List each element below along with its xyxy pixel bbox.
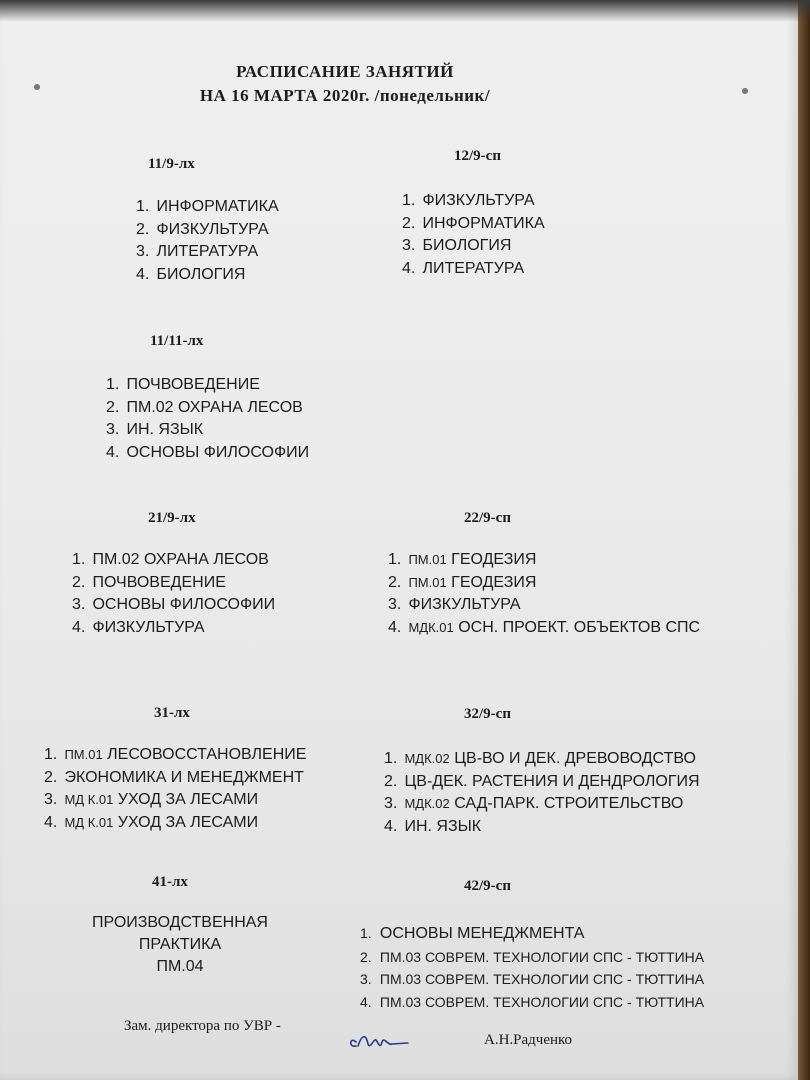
list-item: 1. ПОЧВОВЕДЕНИЕ [106, 376, 260, 393]
desk-edge [798, 0, 810, 1080]
footer-position: Зам. директора по УВР - [124, 1018, 281, 1034]
group-name: 31-лх [154, 705, 190, 721]
list-item: 4. ПМ.03 СОВРЕМ. ТЕХНОЛОГИИ СПС - ТЮТТИНА [360, 993, 705, 1010]
practice-line: ПМ.04 [156, 958, 204, 975]
title-line2: НА 16 МАРТА 2020г. /понедельник/ [199, 86, 491, 105]
list-item: 2. ЦВ-ДЕК. РАСТЕНИЯ И ДЕНДРОЛОГИЯ [384, 772, 700, 790]
subject-list [360, 922, 704, 1013]
group-name: 41-лх [152, 874, 188, 890]
top-shadow [0, 0, 810, 22]
group-name: 11/11-лх [150, 333, 204, 349]
list-item: 2. ПМ.01 ГЕОДЕЗИЯ [388, 573, 537, 591]
list-item: 2. ЭКОНОМИКА И МЕНЕДЖМЕНТ [44, 768, 304, 786]
list-item: 2. ФИЗКУЛЬТУРА [136, 220, 269, 238]
practice-line: ПРАКТИКА [138, 936, 222, 953]
list-item: 1. ИНФОРМАТИКА [136, 198, 279, 215]
group-name: 22/9-сп [464, 510, 511, 526]
list-item: 1. ПМ.01 ЛЕСОВОССТАНОВЛЕНИЕ [44, 746, 307, 763]
group-name: 12/9-сп [454, 148, 501, 164]
list-item: 3. ПМ.03 СОВРЕМ. ТЕХНОЛОГИИ СПС - ТЮТТИНА [360, 971, 705, 987]
list-item: 3. ФИЗКУЛЬТУРА [388, 596, 521, 613]
list-item: 4. МД К.01 УХОД ЗА ЛЕСАМИ [44, 813, 259, 831]
title-line1: РАСПИСАНИЕ ЗАНЯТИЙ [236, 62, 454, 81]
group-name: 42/9-сп [464, 878, 511, 894]
list-item: 2. ПМ.03 СОВРЕМ. ТЕХНОЛОГИИ СПС - ТЮТТИНА [360, 948, 705, 965]
group-name: 32/9-сп [464, 706, 511, 722]
list-item: 3. ЛИТЕРАТУРА [136, 243, 259, 260]
group-name: 21/9-лх [148, 510, 196, 526]
subject-list [44, 744, 306, 834]
list-item: 3. ОСНОВЫ ФИЛОСОФИИ [72, 596, 276, 613]
pin-mark [742, 88, 748, 94]
subject-list [388, 549, 700, 639]
list-item: 4. МДК.01 ОСН. ПРОЕКТ. ОБЪЕКТОВ СПС [388, 618, 701, 636]
list-item: 4. ЛИТЕРАТУРА [402, 259, 525, 277]
footer-name: А.Н.Радченко [484, 1032, 573, 1048]
list-item: 3. МДК.02 САД-ПАРК. СТРОИТЕЛЬСТВО [384, 795, 684, 812]
practice-line: ПРОИЗВОДСТВЕННАЯ [92, 914, 268, 931]
list-item: 2. ПМ.02 ОХРАНА ЛЕСОВ [106, 398, 303, 416]
list-item: 3. ИН. ЯЗЫК [106, 421, 204, 438]
list-item: 1. ОСНОВЫ МЕНЕДЖМЕНТА [360, 925, 585, 942]
list-item: 1. ПМ.01 ГЕОДЕЗИЯ [388, 551, 537, 568]
signature-icon [346, 1028, 412, 1056]
list-item: 4. БИОЛОГИЯ [136, 265, 246, 283]
subject-list [72, 549, 275, 639]
subject-list [136, 196, 279, 286]
practice-block [60, 912, 300, 978]
list-item: 1. ПМ.02 ОХРАНА ЛЕСОВ [72, 551, 269, 568]
list-item: 3. МД К.01 УХОД ЗА ЛЕСАМИ [44, 791, 259, 808]
list-item: 4. ИН. ЯЗЫК [384, 817, 482, 835]
subject-list [384, 748, 700, 838]
group-name: 11/9-лх [148, 156, 195, 172]
list-item: 2. ИНФОРМАТИКА [402, 214, 545, 232]
list-item: 1. ФИЗКУЛЬТУРА [402, 192, 535, 209]
list-item: 3. БИОЛОГИЯ [402, 237, 512, 254]
subject-list [402, 190, 545, 280]
list-item: 4. ФИЗКУЛЬТУРА [72, 618, 205, 636]
subject-list [106, 374, 309, 464]
list-item: 2. ПОЧВОВЕДЕНИЕ [72, 573, 226, 591]
list-item: 1. МДК.02 ЦВ-ВО И ДЕК. ДРЕВОВОДСТВО [384, 750, 696, 767]
list-item: 4. ОСНОВЫ ФИЛОСОФИИ [106, 443, 310, 461]
